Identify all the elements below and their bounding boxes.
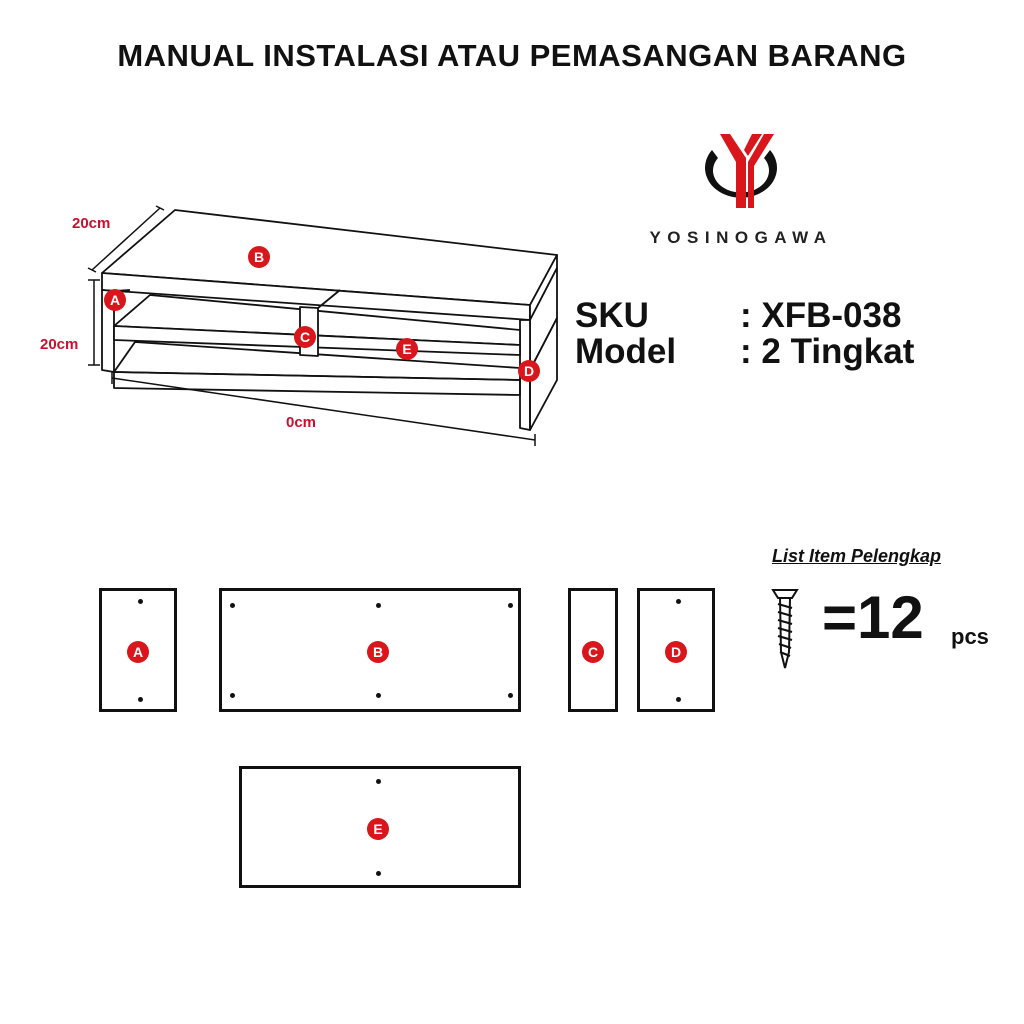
assembled-part-a-badge: A: [104, 289, 126, 311]
screw-hole: [138, 599, 143, 604]
part-c-badge: C: [582, 641, 604, 663]
screw-hole: [376, 779, 381, 784]
screw-quantity: =12: [822, 584, 924, 651]
screw-hole: [138, 697, 143, 702]
part-d-badge: D: [665, 641, 687, 663]
assembled-stand-drawing: [0, 0, 1024, 480]
part-c-panel: [568, 588, 618, 712]
part-e-badge: E: [367, 818, 389, 840]
screw-hole: [376, 693, 381, 698]
height-dimension-label: 20cm: [40, 336, 79, 353]
screw-unit: pcs: [951, 624, 989, 649]
assembled-part-d-badge: D: [518, 360, 540, 382]
screw-hole: [508, 693, 513, 698]
sku-label: SKU: [575, 296, 649, 335]
length-dimension-label: 0cm: [286, 414, 317, 431]
page-title: MANUAL INSTALASI ATAU PEMASANGAN BARANG: [117, 38, 907, 73]
screw-hole: [676, 697, 681, 702]
screw-hole: [230, 693, 235, 698]
part-a-panel: [99, 588, 177, 712]
accessory-list-title: List Item Pelengkap: [772, 546, 942, 566]
part-a-badge: A: [127, 641, 149, 663]
part-b-panel: [219, 588, 521, 712]
sku-value: : XFB-038: [740, 296, 902, 335]
screw-hole: [676, 599, 681, 604]
part-b-badge: B: [367, 641, 389, 663]
screw-icon: [770, 586, 800, 670]
assembled-part-b-badge: B: [248, 246, 270, 268]
screw-hole: [376, 871, 381, 876]
model-label: Model: [575, 332, 677, 371]
part-e-panel: [239, 766, 521, 888]
yosinogawa-logo: [690, 128, 790, 218]
screw-hole: [230, 603, 235, 608]
assembled-part-e-badge: E: [396, 338, 418, 360]
depth-dimension-label: 20cm: [72, 215, 111, 232]
screw-hole: [508, 603, 513, 608]
screw-hole: [376, 603, 381, 608]
assembled-part-c-badge: C: [294, 326, 316, 348]
model-value: : 2 Tingkat: [740, 332, 915, 371]
part-d-panel: [637, 588, 715, 712]
brand-name: YOSINOGAWA: [649, 228, 833, 247]
